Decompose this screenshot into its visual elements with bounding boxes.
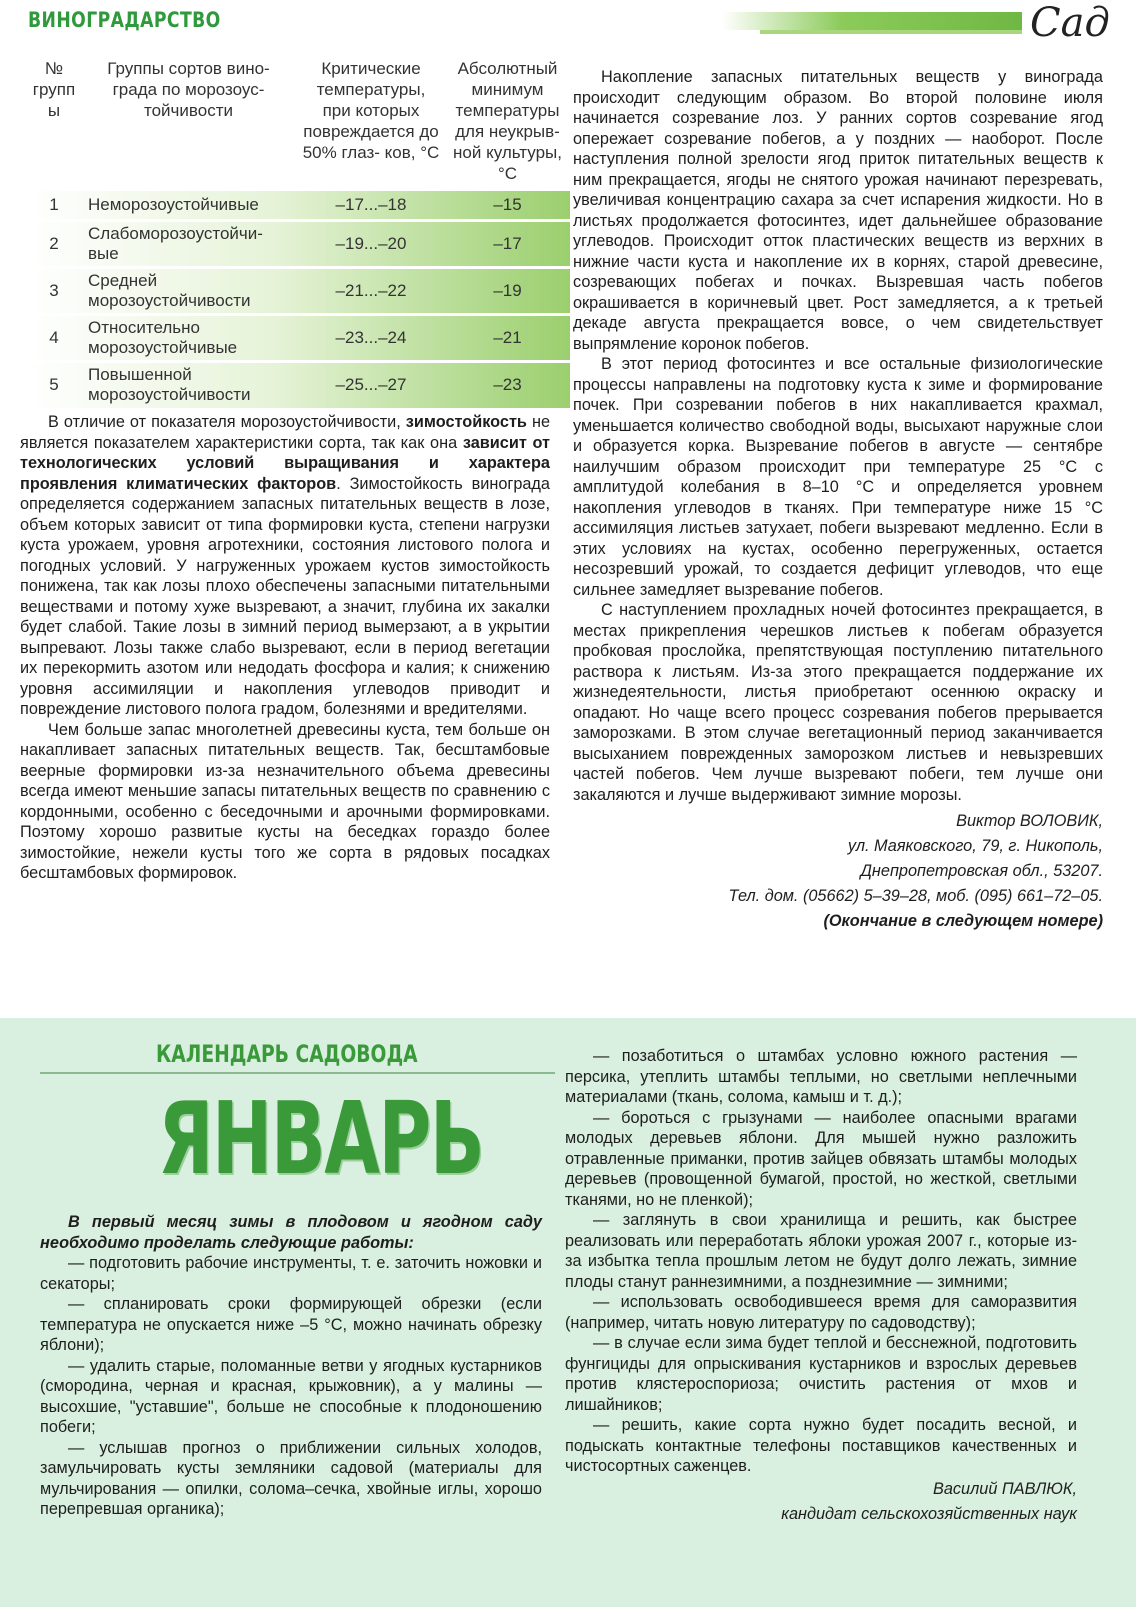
list-item: — решить, какие сорта нужно будет посадить весной, и подыскать контактные телефоны поставщиков качественных и чистосортных саженцев. [565,1416,1077,1475]
cell-critical: –21...–22 [335,281,407,300]
calendar-author-title: кандидат сельскохозяйственных наук [781,1504,1077,1523]
article-paragraph [20,412,550,720]
author-phone: Тел. дом. (05662) 5–39–28, моб. (095) 661–72–05. [728,887,1103,905]
cell-number: 1 [49,195,59,214]
calendar-divider [40,1072,555,1074]
bold-term: зимостойкость [405,413,527,431]
col-header-critical: Критические температуры, при которых повреждается до 50% глаз- ков, °С [302,59,440,162]
cell-absolute: –17 [493,234,522,253]
calendar-author: Василий ПАВЛЮК, [932,1479,1077,1498]
header-band [722,12,1022,30]
continued-note: (Окончание в следующем номере) [823,912,1103,930]
article-paragraph: Накопление запасных питательных веществ у винограда происходит следующим образом. Во второй половине июля начинается созревание лоз. У ранних сортов созревание ягод опережает созревание побегов, а у поздних — наоборот. После наступления полной зрелости ягод приток питательных веществ к ним прекращается, ягоды не снятого урожая начинают перезревать, увеличивая концентрацию сахара за счет испарения жидкости. Но в листьях продолжается фотосинтез, идет дальнейшее образование углеводов. Происходит отток пластических веществ из верхних в нижние части куста и накопление их в корнях, старой древесине, созревающих побегах и почках. Вызревшая часть побегов окрашивается в коричневый цвет. Рост замедляется, а к третьей декаде августа прекращается вовсе, о чем свидетельствует выпрямление коронок побегов. [573,68,1103,353]
cell-critical: –25...–27 [335,375,407,395]
article-paragraph: В этот период фотосинтез и все остальные физиологические процессы направлены на подготовку куста к зиме и формирование почек. При созревании побегов в них накапливается крахмал, уменьшается количество свободной воды, высыхают наружные слои и образуется корка. Вызревание побегов в августе — сентябре наилучшим образом происходит при температуре 25 °С с амплитудой колебания в 8–10 °С и определяется уровнем накопления углеводов в тканях. При температуре ниже 15 °С ассимиляция листьев затухает, побеги вызревают медленно. Если в этих условиях на кустах, особенно перегруженных, остается несозревший урожай, то создается дефицит углеводов, что еще сильнее замедляет вызревание побегов. [573,355,1103,599]
cell-group: Неморозоустойчивые [88,195,259,214]
text-run: не является показателем характеристики сорта, так как она [20,413,551,452]
article-left-column [20,412,550,884]
cell-absolute: –15 [493,195,522,214]
article-paragraph: С наступлением прохладных ночей фотосинтез прекращается, в местах прикрепления черешков листьев к побегам образуется пробковая прослойка, препятствующая поступлению питательного раствора к листьям. Из-за этого прекращается поддержание их жизнедеятельности, листья приобретают осеннюю окраску и опадают. Но чаще всего процесс созревания побегов прерывается заморозками. В этом случае вегетационный период заканчивается высыханием поврежденных заморозком листьев и невызревших частей побегов. Чем лучше вызревают побеги, тем лучше они закаляются и лучше выдерживают зимние морозы. [573,601,1103,804]
cell-number: 2 [49,234,59,253]
author-name: Виктор ВОЛОВИК, [956,812,1103,830]
header-band-line [760,30,1022,34]
cell-number: 4 [49,328,59,347]
table-header-row [28,52,570,190]
cell-group: Слабоморозоустойчи- вые [88,224,263,263]
cell-group: Средней морозоустойчивости [88,271,251,310]
list-item: — в случае если зима будет теплой и бесснежной, подготовить фунгициды для опрыскивания кустарников и взрослых деревьев против клястероспориоза; очистить растения от мхов и лишайников; [565,1334,1077,1414]
list-item: — заглянуть в свои хранилища и решить, как быстрее реализовать или переработать яблоки урожая 2007 г., которые из-за избытка тепла прошлым летом не будут долго лежать, зимние плоды станут раннезимними, а позднезимние — зимними; [565,1211,1077,1291]
list-item: — удалить старые, поломанные ветви у ягодных кустарников (смородина, черная и красная, крыжовник), а у малины — высохшие, "уставшие", больше не способные к плодоношению побеги; [40,1356,542,1436]
table-row [28,268,570,315]
table-row [28,221,570,268]
cell-absolute: –19 [493,281,522,300]
col-header-absolute: Абсолютный минимум температуры для неукрыв- ной культуры, °С [453,59,562,183]
list-item: — услышав прогноз о приближении сильных холодов, замульчировать кусты земляники садовой (материалы для мульчирования — опилки, солома–сечка, хвойные иглы, хорошо перепревшая органика); [40,1438,542,1518]
cell-critical: –19...–20 [335,234,407,253]
calendar-intro: В первый месяц зимы в плодовом и ягодном саду необходимо проделать следующие работы: [40,1213,542,1252]
article-paragraph: Чем больше запас многолетней древесины куста, тем больше он накапливает запасных питательных веществ. Так, бесштамбовые веерные формировки из-за незначительного объема древесины всегда имеют меньшие запасы питательных веществ по сравнению с кордонными, особенно с беседочными и арочными формировками. Поэтому хорошо развитые кусты на беседках гораздо более зимостойкие, нежели кусты того же сорта в рядовых посадках бесштамбовых формировок. [20,720,550,882]
cell-absolute: –23 [493,375,522,395]
list-item: — использовать освободившееся время для саморазвития (например, читать новую литературу по садоводству); [565,1293,1077,1332]
table-row [28,315,570,362]
month-heading: ЯНВАРЬ [158,1080,484,1197]
calendar-left-column [40,1212,542,1520]
col-header-group: Группы сортов вино- града по морозоус- тойчивости [107,59,270,120]
calendar-title: КАЛЕНДАРЬ САДОВОДА [156,1040,418,1068]
cell-group: Относительно морозоустойчивые [88,318,238,357]
bold-phrase: зависит от технологических условий выращивания и характера проявления климатических факторов [20,433,550,493]
magazine-logo: Сад [1030,0,1110,46]
list-item: — позаботиться о штамбах условно южного растения — персика, утеплить штамбы теплыми, но светлыми неплечными материалами (ткань, солома, камыш и т. д.); [565,1047,1077,1106]
author-address: ул. Маяковского, 79, г. Никополь, [847,837,1103,855]
text-run: . Зимостойкость винограда определяется содержанием запасных питательных веществ в лозе, объем которых зависит от типа формировки куста, степени нагрузки куста урожаем, уровня агротехники, состояния листового полога и погодных условий. У нагруженных урожаем кустов зимостойкость понижена, так как лозы плохо обеспечены запасными питательными веществами и потому хуже вызревают, а значит, глубина их закалки будет слабой. Такие лозы в зимний период вымерзают, а в укрытии выпревают. Лозы также слабо вызревают, если в период вегетации их перекормить азотом или недодать фосфора и калия; к снижению уровня ассимиляции и накопления углеводов приводит и повреждение листового полога градом, болезнями и вредителями. [20,474,550,718]
section-title: ВИНОГРАДАРСТВО [28,8,221,32]
list-item: — спланировать сроки формирующей обрезки (если температура не опускается ниже –5 °С, можно начинать обрезку яблони); [40,1295,542,1354]
calendar-right-column [565,1046,1077,1527]
cell-absolute: –21 [493,328,522,347]
article-right-column [573,67,1103,934]
author-region: Днепропетровская обл., 53207. [860,862,1103,880]
table-row [28,362,570,408]
frost-resistance-table [28,52,570,408]
table-row [28,190,570,221]
list-item: — бороться с грызунами — наиболее опасными врагами молодых деревьев яблони. Для мышей нужно разложить отравленные приманки, против зайцев обвязать штамбы молодых деревьев (провощенной бумагой, простой, но жесткой, светлыми тканями, но не пленкой); [565,1108,1077,1209]
list-item: — подготовить рабочие инструменты, т. е. заточить ножовки и секаторы; [40,1254,542,1293]
col-header-number: № групп ы [32,59,76,120]
cell-group: Повышенной морозоустойчивости [88,365,251,405]
text-run: В отличие от показателя морозоустойчивости, [48,413,406,431]
cell-number: 3 [49,281,59,300]
cell-critical: –17...–18 [335,195,407,214]
cell-critical: –23...–24 [335,328,407,347]
cell-number: 5 [49,375,59,395]
